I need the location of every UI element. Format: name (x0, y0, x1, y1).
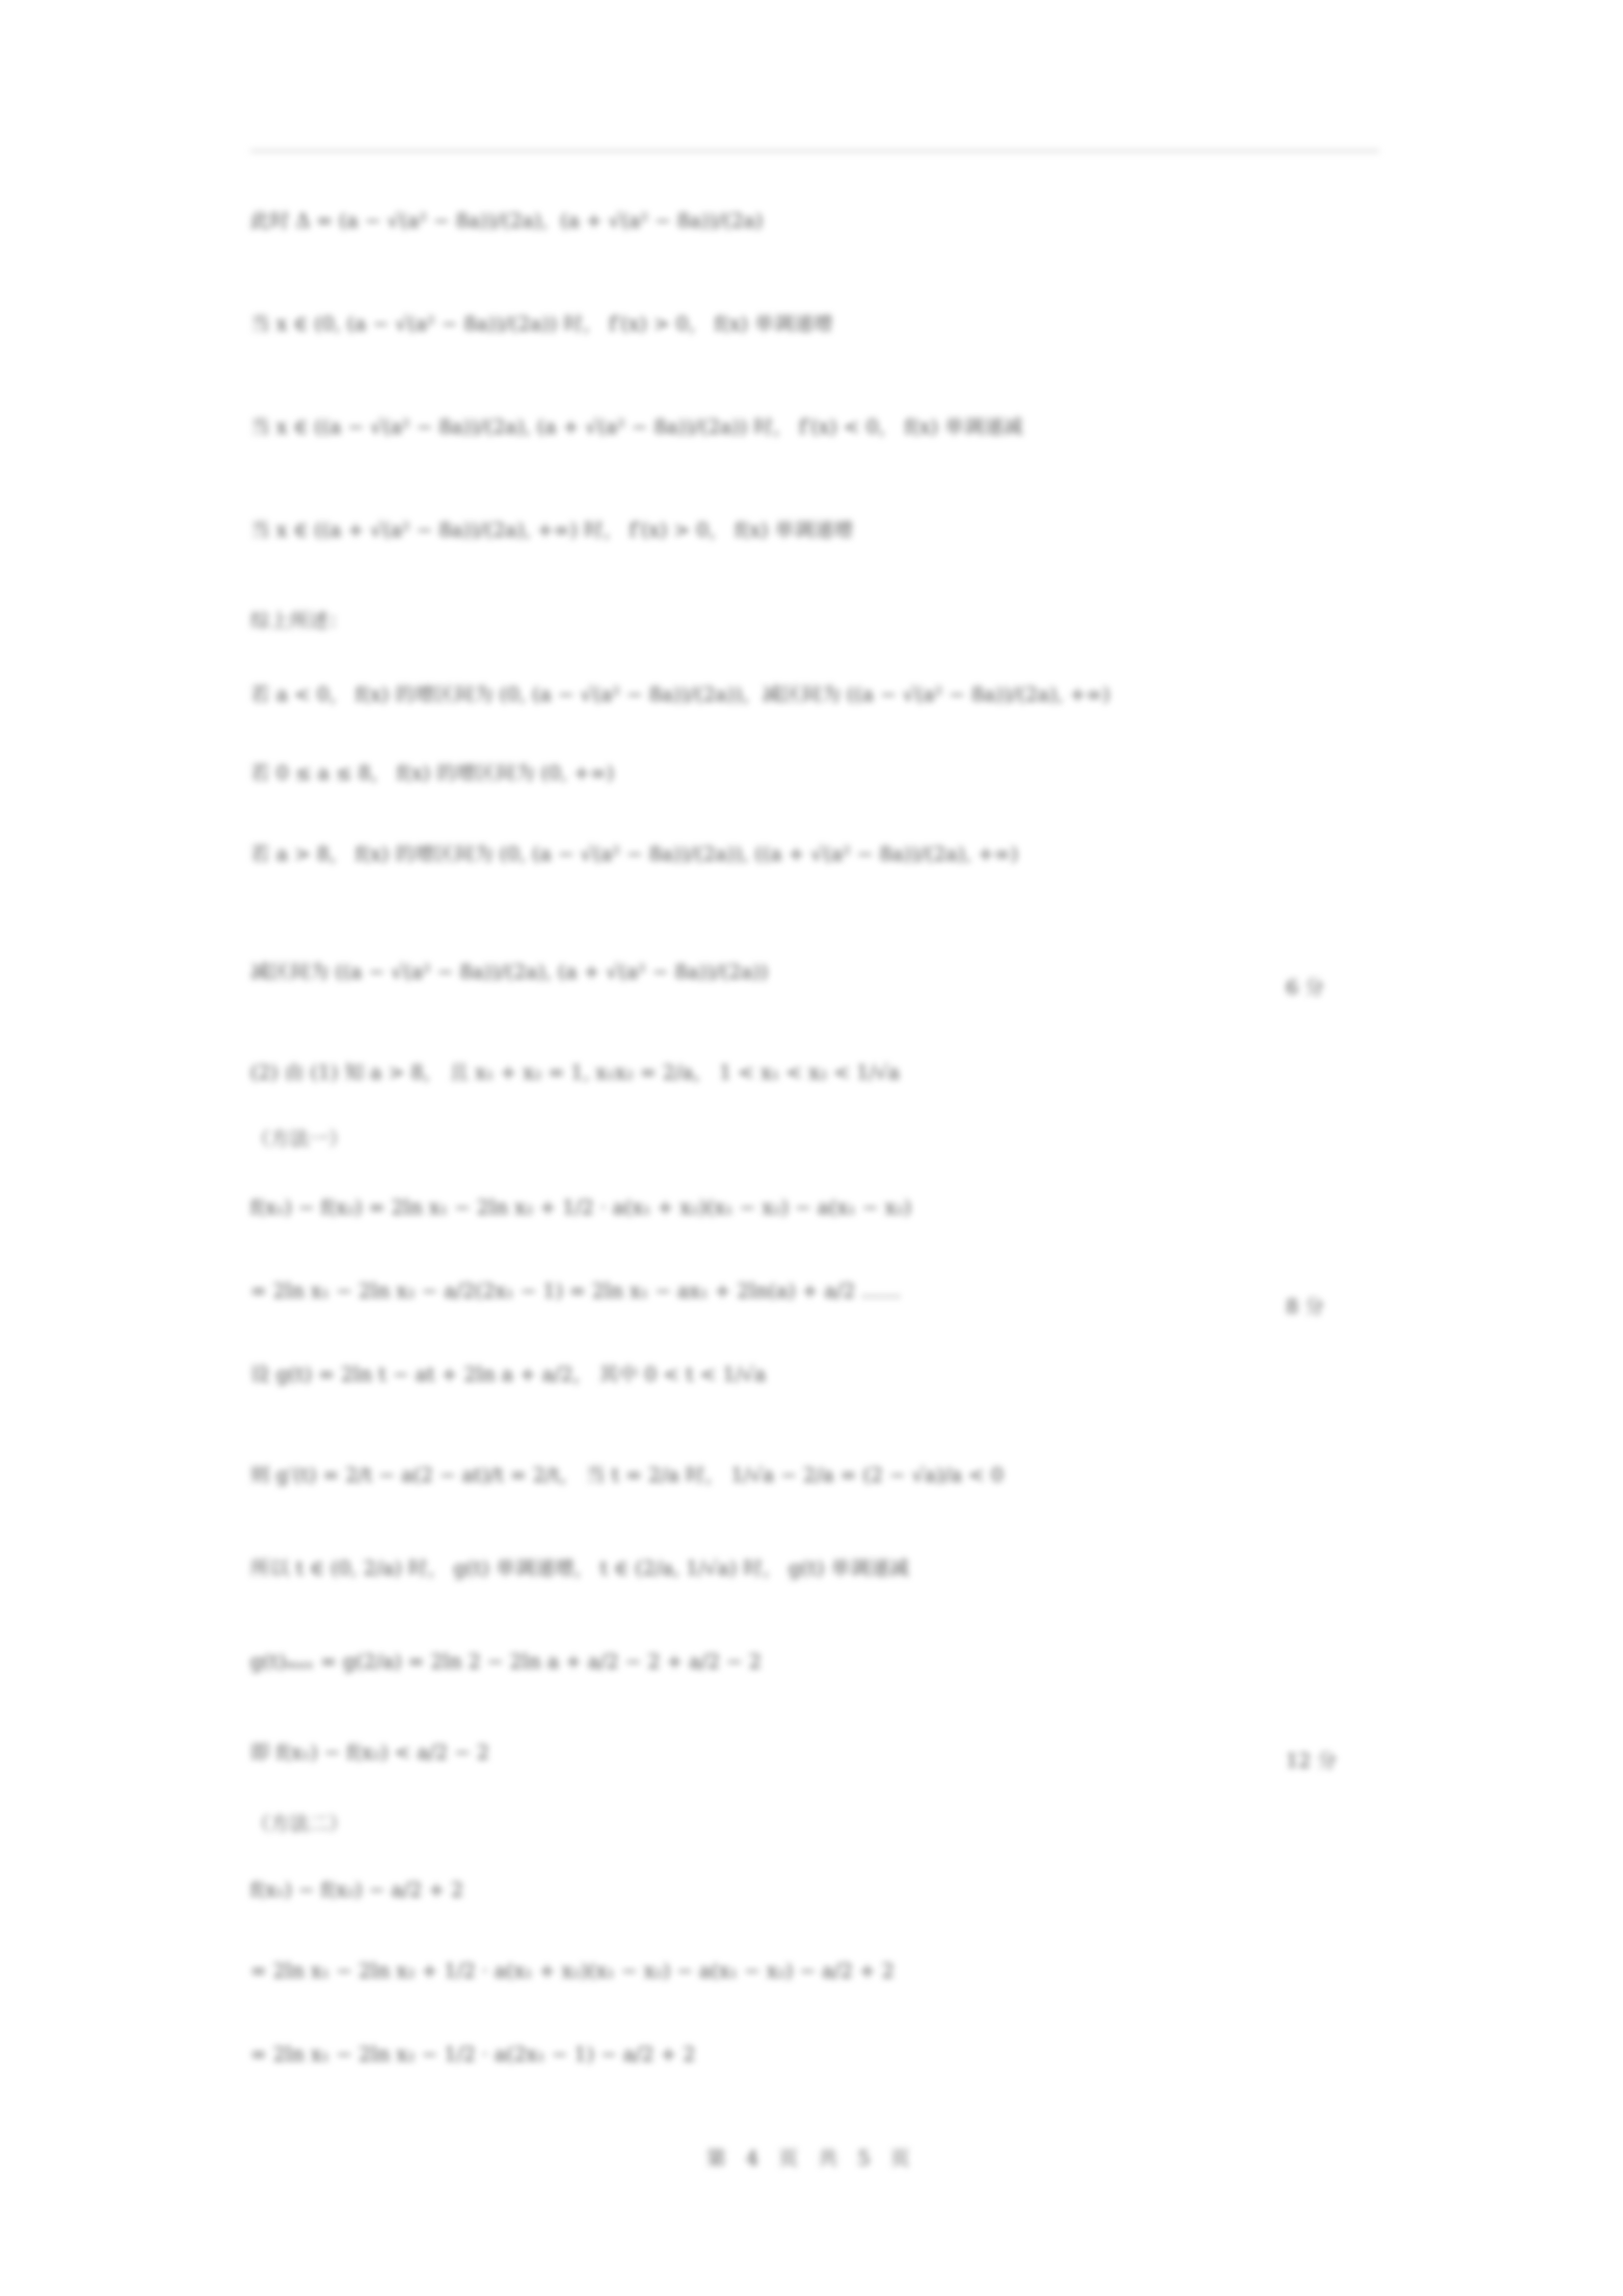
solution-line: （方法一） (250, 1128, 348, 1150)
page-footer: 第 4 页 共 5 页 (706, 2147, 917, 2170)
solution-line: 则 g′(t) = 2/t − a(2 − at)/t = 2/t， 当 t = 2/a 时， 1/√a − 2/a = (2 − √a)/a < 0 (250, 1464, 1004, 1486)
score-marker: 8 分 (1286, 1296, 1325, 1318)
solution-line: = 2ln x₁ − 2ln x₂ − 1/2 · a(2x₁ − 1) − a/2 + 2 (250, 2043, 695, 2066)
score-marker: 6 分 (1286, 976, 1325, 999)
solution-line: 若 a < 0， f(x) 的增区间为 (0, (a − √(a² − 8a))/(2a))，减区间为 ((a − √(a² − 8a))/(2a), +∞) (250, 683, 1110, 706)
solution-line: 即 f(x₁) − f(x₂) < a/2 − 2 (250, 1741, 489, 1764)
solution-line: 当 x ∈ (0, (a − √(a² − 8a))/(2a)) 时， f′(x) > 0， f(x) 单调递增 (250, 313, 833, 335)
solution-line: g(t)ₘₐₓ = g(2/a) = 2ln 2 − 2ln a + a/2 − 2 + a/2 − 2 (250, 1650, 762, 1673)
solution-line: f(x₁) − f(x₂) = 2ln x₁ − 2ln x₂ + 1/2 · a(x₁ + x₂)(x₁ − x₂) − a(x₁ − x₂) (250, 1196, 911, 1219)
solution-line: (2) 由 (1) 知 a > 8， 且 x₁ + x₂ = 1, x₁x₂ = 2/a， 1 < x₁ < x₂ < 1/√a (250, 1061, 900, 1084)
solution-line: 综上所述： (250, 610, 348, 632)
solution-line: （方法二） (250, 1812, 348, 1835)
solution-line: 若 a > 8， f(x) 的增区间为 (0, (a − √(a² − 8a))/(2a)), ((a + √(a² − 8a))/(2a), +∞) (250, 843, 1018, 865)
header-rule (250, 150, 1379, 152)
solution-line: f(x₁) − f(x₂) − a/2 + 2 (250, 1879, 464, 1901)
solution-line: 当 x ∈ ((a − √(a² − 8a))/(2a), (a + √(a² − 8a))/(2a)) 时， f′(x) < 0， f(x) 单调递减 (250, 416, 1023, 438)
solution-line: 当 x ∈ ((a + √(a² − 8a))/(2a), +∞) 时， f′(x) > 0， f(x) 单调递增 (250, 519, 853, 541)
solution-line: = 2ln x₁ − 2ln x₂ − a/2(2x₁ − 1) = 2ln x₁ − ax₁ + 2ln(a) + a/2 …… (250, 1280, 901, 1302)
solution-line: 此时 Δ = (a − √(a² − 8a))/(2a), (a + √(a² − 8a))/(2a) (250, 210, 763, 232)
solution-line: 减区间为 ((a − √(a² − 8a))/(2a), (a + √(a² − 8a))/(2a)) (250, 961, 768, 983)
solution-line: 若 0 ≤ a ≤ 8， f(x) 的增区间为 (0, +∞) (250, 762, 614, 784)
score-marker: 12 分 (1286, 1750, 1337, 1772)
solution-line: = 2ln x₁ − 2ln x₂ + 1/2 · a(x₁ + x₂)(x₁ − x₂) − a(x₁ − x₂) − a/2 + 2 (250, 1960, 895, 1982)
solution-line: 设 g(t) = 2ln t − at + 2ln a + a/2， 其中 0 < t < 1/√a (250, 1363, 766, 1386)
solution-line: 所以 t ∈ (0, 2/a) 时， g(t) 单调递增， t ∈ (2/a, 1/√a) 时， g(t) 单调递减 (250, 1557, 909, 1580)
